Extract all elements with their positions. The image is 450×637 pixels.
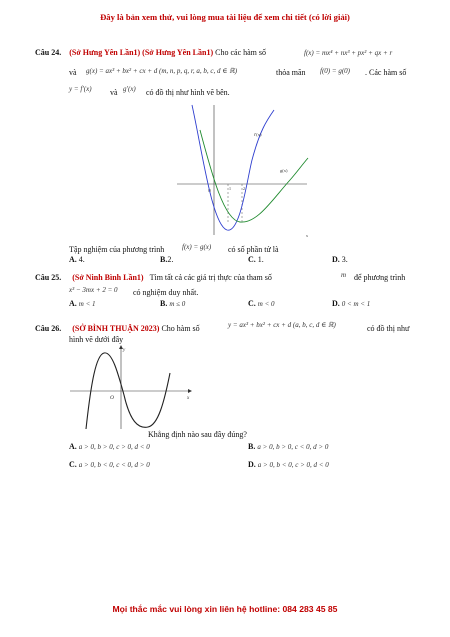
q25-option-c[interactable] — [248, 299, 275, 309]
q24-option-b[interactable] — [160, 255, 173, 265]
q25-text3: có nghiệm duy nhất. — [133, 288, 199, 297]
hotline-footer: Mọi thắc mắc vui lòng xin liên hệ hotline: 084 283 45 85 — [112, 604, 338, 614]
q26-x-label: x — [187, 396, 190, 401]
q24-option-d-label: D. — [332, 255, 340, 264]
q24-label-g: g(x) — [280, 168, 288, 173]
q24-ask2: có số phần tử là — [228, 245, 279, 254]
q24-option-b-label: B. — [160, 255, 168, 264]
q24-option-c-text: 1. — [257, 255, 264, 264]
q26-function: y = ax³ + bx² + cx + d (a, b, c, d ∈ ℝ) — [228, 321, 336, 329]
preview-header: Đây là bản xem thử, vui lòng mua tài liệu để xem chi tiết (có lời giải) — [100, 12, 350, 22]
q26-option-a[interactable] — [69, 442, 150, 452]
q25-param: m — [341, 271, 347, 279]
q25-text2: để phương trình — [354, 273, 406, 282]
q24-option-d[interactable] — [332, 255, 348, 265]
q26-number: Câu 26. — [35, 324, 62, 333]
q24-option-a[interactable] — [69, 255, 85, 265]
q25-line1 — [35, 273, 272, 283]
q24-source: (Sở Hưng Yên Lần1) (Sở Hưng Yên Lần1) — [69, 48, 214, 57]
q25-option-b-label: B. — [160, 299, 168, 308]
q24-x-label: x — [306, 233, 308, 238]
q25-option-d-label: D. — [332, 299, 340, 308]
q26-x-arrow — [188, 389, 192, 393]
q25-text1: Tìm tất cả các giá trị thực của tham số — [149, 273, 272, 282]
q26-option-d-label: D. — [248, 460, 256, 469]
q24-eq: f(x) = g(x) — [182, 243, 212, 251]
q25-option-d[interactable] — [332, 299, 370, 309]
q24-fprime-curve — [192, 105, 274, 230]
q24-y-fprime: y = f'(x) — [69, 85, 92, 93]
q24-satisfy: thỏa mãn — [276, 68, 306, 77]
q25-option-c-text: m < 0 — [257, 300, 275, 308]
q24-option-a-label: A. — [69, 255, 77, 264]
q26-origin: O — [110, 395, 114, 401]
q26-option-b-text: a > 0, b > 0, c < 0, d > 0 — [257, 443, 329, 451]
q24-text3: có đồ thị như hình vẽ bên. — [146, 88, 230, 97]
q24-and2: và — [110, 88, 118, 97]
q24-tick1: 1 — [229, 186, 231, 191]
q26-text3: hình vẽ dưới đây — [69, 335, 124, 344]
q26-source: (SỞ BÌNH THUẬN 2023) — [72, 324, 160, 333]
q24-g-def: g(x) = ax³ + bx² + cx + d (m, n, p, q, r, a, b, c, d ∈ ℝ) — [86, 67, 238, 75]
q26-option-a-label: A. — [69, 442, 77, 451]
q24-f-def: f(x) = mx⁴ + nx³ + px² + qx + r — [304, 49, 393, 57]
q24-condition: f(0) = g(0) — [320, 67, 350, 75]
q24-text2: . Các hàm số — [365, 68, 407, 77]
q26-option-d[interactable] — [248, 460, 329, 470]
q24-g-prime: g'(x) — [123, 85, 136, 93]
q25-option-a[interactable] — [69, 299, 96, 309]
q24-tick2: 2 — [243, 186, 245, 191]
q25-option-a-label: A. — [69, 299, 77, 308]
q26-line1 — [35, 324, 200, 334]
q26-ask: Khẳng định nào sau đây đúng? — [148, 430, 247, 439]
q24-ask1: Tập nghiệm của phương trình — [69, 245, 165, 254]
q26-y-label: y — [123, 348, 126, 353]
q26-option-c-text: a > 0, b < 0, c < 0, d > 0 — [78, 461, 150, 469]
q25-equation: x³ − 3mx + 2 = 0 — [69, 286, 118, 294]
q26-text1: Cho hàm số — [161, 324, 200, 333]
q26-option-d-text: a > 0, b < 0, c > 0, d < 0 — [257, 461, 329, 469]
q24-text1: Cho các hàm số — [215, 48, 266, 57]
q24-label-f: f'(x) — [254, 132, 262, 137]
q24-option-d-text: 3. — [341, 255, 348, 264]
q24-line1 — [35, 48, 266, 58]
q24-option-b-text: 2. — [167, 255, 174, 264]
q26-option-c[interactable] — [69, 460, 150, 470]
q26-option-a-text: a > 0, b > 0, c > 0, d < 0 — [78, 443, 150, 451]
q25-source: (Sở Ninh Bình Lần1) — [72, 273, 144, 282]
q25-option-d-text: 0 < m < 1 — [341, 300, 371, 308]
q26-option-b[interactable] — [248, 442, 328, 452]
q24-graph — [172, 100, 317, 240]
q24-option-c-label: C. — [248, 255, 256, 264]
q25-option-b-text: m ≤ 0 — [169, 300, 186, 308]
q25-option-c-label: C. — [248, 299, 256, 308]
q24-g-curve — [200, 130, 308, 222]
q26-option-c-label: C. — [69, 460, 77, 469]
q24-origin: O — [208, 188, 211, 193]
q24-number: Câu 24. — [35, 48, 62, 57]
q26-text2: có đồ thị như — [367, 324, 410, 333]
q26-option-b-label: B. — [248, 442, 256, 451]
q24-option-c[interactable] — [248, 255, 264, 265]
q25-number: Câu 25. — [35, 273, 62, 282]
q24-option-a-text: 4. — [78, 255, 85, 264]
q25-option-b[interactable] — [160, 299, 185, 309]
q24-and: và — [69, 68, 77, 77]
q25-option-a-text: m < 1 — [78, 300, 96, 308]
q26-graph — [66, 343, 196, 431]
